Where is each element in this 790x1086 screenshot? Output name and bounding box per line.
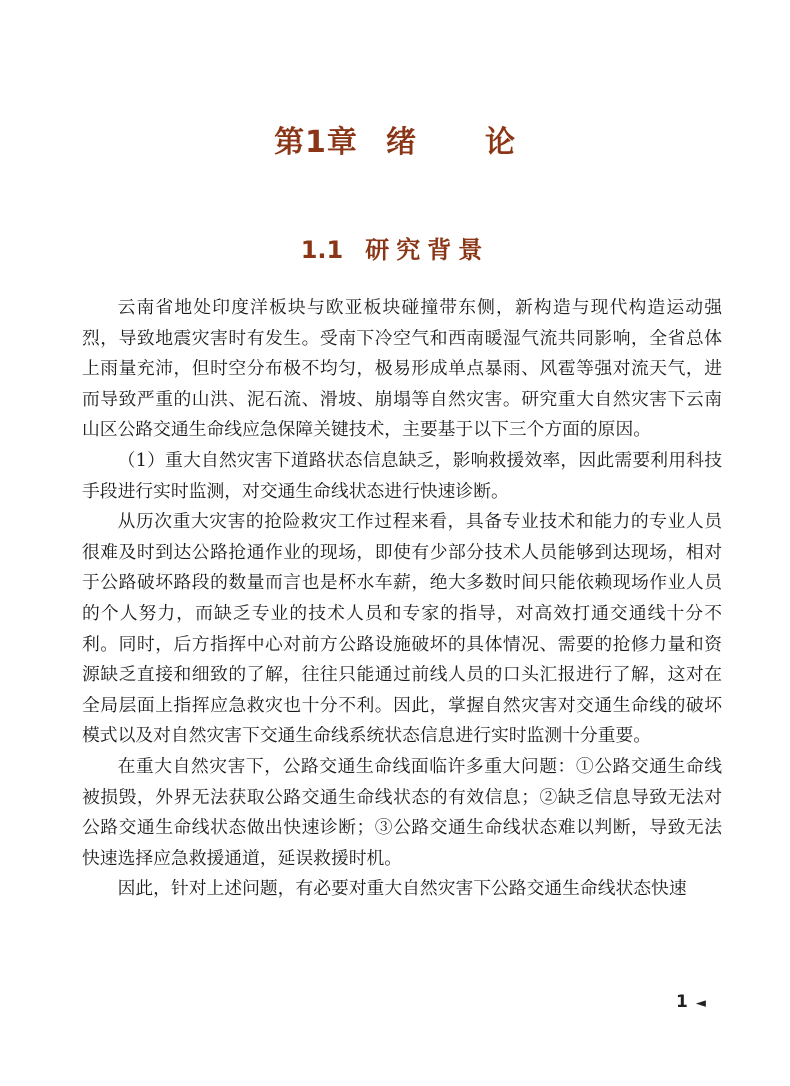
page-footer (676, 992, 706, 1012)
paragraph: 因此，针对上述问题，有必要对重大自然灾害下公路交通生命线状态快速 (117, 878, 687, 900)
chapter-title-part2: 论 (484, 125, 516, 160)
chapter-title-part1: 绪 (385, 125, 417, 160)
paragraph: 云南省地处印度洋板块与欧亚板块碰撞带东侧，新构造与现代构造运动强烈，导致地震灾害时有发生。受南下冷空气和西南暖湿气流共同影响，全省总体上雨量充沛，但时空分布极不均匀，极易形成单点暴雨、风雹等强对流天气，进而导致严重的山洪、泥石流、滑坡、崩塌等自然灾害。研究重大自然灾害下云南山区公路交通生命线应急保障关键技术，主要基于以下三个方面的原因。 (82, 297, 722, 441)
chapter-number: 第1章 (274, 125, 358, 160)
page-marker-icon: ◄ (695, 996, 706, 1011)
chapter-title (0, 117, 790, 161)
body-text (82, 293, 722, 905)
section-heading-text: 研究背景 (365, 236, 490, 264)
section-number: 1.1 (300, 236, 344, 264)
paragraph: （1）重大自然灾害下道路状态信息缺乏，影响救援效率，因此需要利用科技手段进行实时监测，对交通生命线状态进行快速诊断。 (82, 449, 722, 502)
page-number: 1 (676, 992, 688, 1012)
section-title (0, 230, 790, 265)
paragraph: 在重大自然灾害下，公路交通生命线面临许多重大问题：①公路交通生命线被损毁，外界无法获取公路交通生命线状态的有效信息；②缺乏信息导致无法对公路交通生命线状态做出快速诊断；③公路交通生命线状态难以判断，导致无法快速选择应急救援通道，延误救援时机。 (82, 755, 722, 869)
paragraph: 从历次重大灾害的抢险救灾工作过程来看，具备专业技术和能力的专业人员很难及时到达公路抢通作业的现场，即使有少部分技术人员能够到达现场，相对于公路破坏路段的数量而言也是杯水车薪，绝大多数时间只能依赖现场作业人员的个人努力，而缺乏专业的技术人员和专家的指导，对高效打通交通线十分不利。同时，后方指挥中心对前方公路设施破坏的具体情况、需要的抢修力量和资源缺乏直接和细致的了解，往往只能通过前线人员的口头汇报进行了解，这对在全局层面上指挥应急救灾也十分不利。因此，掌握自然灾害对交通生命线的破坏模式以及对自然灾害下交通生命线系统状态信息进行实时监测十分重要。 (82, 511, 722, 747)
